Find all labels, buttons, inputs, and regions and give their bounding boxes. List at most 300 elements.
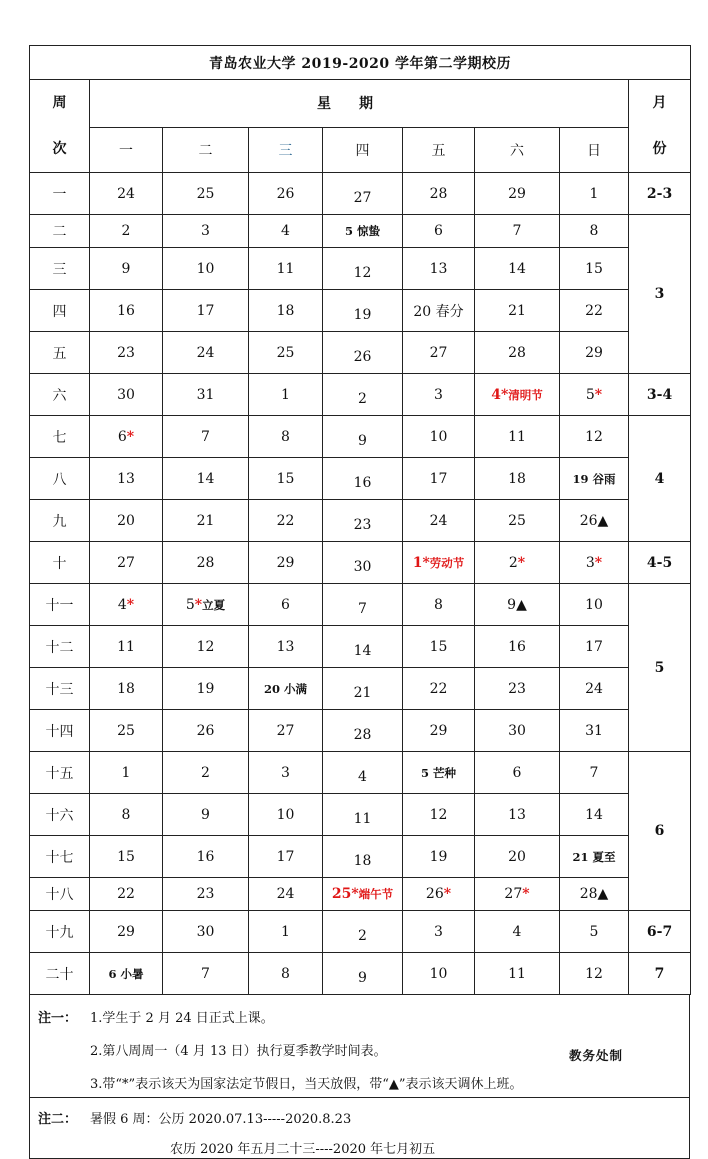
calendar-sheet: [29, 45, 690, 1159]
day-number: 8: [121, 806, 131, 823]
day-cell: [560, 416, 629, 458]
day-cell: [90, 836, 163, 878]
day-cell: [323, 542, 403, 584]
day-cell: [90, 911, 163, 953]
day-cell: [163, 416, 249, 458]
day-cell: [475, 878, 560, 911]
day-cell: [249, 710, 323, 752]
day-cell: [403, 878, 475, 911]
week-header-line1: 周: [52, 95, 67, 111]
day-cell: [403, 584, 475, 626]
week-row: [30, 374, 691, 416]
notes-section: [29, 995, 690, 1159]
day-number: 15: [276, 470, 295, 487]
day-number: 29: [117, 923, 135, 940]
day-number: 23: [353, 517, 372, 533]
day-cell: [323, 500, 403, 542]
month-label: 2-3: [629, 173, 691, 215]
day-number: 26: [276, 185, 295, 202]
week-row: [30, 173, 691, 215]
day-number: 5: [589, 923, 599, 940]
weekday-label: 日: [560, 127, 629, 173]
note-one-item-3: 3.带“*”表示该天为国家法定节假日，当天放假，带“▲”表示该天调休上班。: [90, 1077, 523, 1092]
day-cell: [249, 584, 323, 626]
note-one-label: 注一：: [38, 1011, 78, 1026]
day-number: 19 谷雨: [572, 471, 616, 486]
day-cell: [560, 710, 629, 752]
day-cell: [90, 953, 163, 995]
day-cell: [403, 374, 475, 416]
day-cell: [475, 953, 560, 995]
day-number: 16: [508, 638, 526, 655]
day-number: 3: [585, 554, 595, 571]
week-row: [30, 584, 691, 626]
day-number: 4: [281, 223, 290, 239]
day-cell: [323, 584, 403, 626]
day-number: 14: [508, 260, 526, 277]
day-cell: [249, 878, 323, 911]
day-cell: [323, 173, 403, 215]
day-number: 26: [425, 886, 444, 902]
day-number: 5 惊蛰: [344, 224, 380, 238]
month-label: 6-7: [629, 911, 691, 953]
day-cell: [249, 626, 323, 668]
day-number: 2: [121, 223, 131, 239]
week-row: [30, 878, 691, 911]
day-number: 6: [434, 223, 443, 239]
day-number: 19: [429, 848, 448, 865]
day-number: 12: [585, 428, 603, 445]
weekday-label: 三: [249, 127, 323, 173]
day-number: 7: [512, 223, 522, 239]
day-number: 18: [276, 302, 295, 319]
month-label: 3-4: [629, 374, 691, 416]
day-cell: [475, 374, 560, 416]
day-number: 6 小暑: [108, 966, 144, 981]
day-number: 17: [276, 848, 295, 865]
day-number: 24: [429, 512, 448, 529]
week-number: 十四: [30, 710, 90, 752]
day-number: 28▲: [579, 886, 609, 902]
note-two: [30, 1098, 689, 1158]
day-cell: [403, 542, 475, 584]
day-cell: [163, 953, 249, 995]
day-cell: [163, 173, 249, 215]
weekday-label: 一: [90, 127, 163, 173]
day-cell: [163, 458, 249, 500]
day-cell: [323, 248, 403, 290]
day-cell: [403, 911, 475, 953]
day-number: 11: [276, 260, 295, 277]
day-cell: [249, 416, 323, 458]
day-number: 19: [196, 680, 215, 697]
holiday-mark: *: [594, 554, 603, 571]
day-number: 23: [508, 680, 526, 697]
month-label: 3: [629, 215, 691, 374]
day-number: 2: [201, 764, 210, 781]
weekday-label: 六: [475, 127, 560, 173]
day-cell: [163, 332, 249, 374]
week-row: [30, 953, 691, 995]
day-cell: [249, 911, 323, 953]
day-cell: [249, 332, 323, 374]
week-number: 十七: [30, 836, 90, 878]
day-cell: [90, 458, 163, 500]
day-number: 8: [589, 223, 599, 239]
day-cell: [323, 626, 403, 668]
week-number: 五: [30, 332, 90, 374]
day-cell: [90, 248, 163, 290]
day-cell: [163, 500, 249, 542]
day-number: 16: [353, 475, 372, 491]
week-row: [30, 458, 691, 500]
day-cell: [560, 584, 629, 626]
day-number: 26: [196, 722, 215, 739]
day-cell: [249, 290, 323, 332]
day-number: 9: [121, 260, 131, 277]
day-number: 13: [429, 260, 448, 277]
day-cell: [323, 710, 403, 752]
day-cell: [90, 878, 163, 911]
day-number: 21: [196, 512, 215, 529]
week-row: [30, 248, 691, 290]
day-number: 16: [196, 848, 215, 865]
note-two-item-1: 暑假 6 周：公历 2020.07.13-----2020.8.23: [90, 1112, 352, 1127]
day-cell: [163, 878, 249, 911]
day-cell: [475, 173, 560, 215]
day-cell: [163, 668, 249, 710]
day-number: 13: [276, 638, 295, 655]
month-header-line2: 份: [652, 141, 667, 157]
day-cell: [475, 911, 560, 953]
day-cell: [560, 542, 629, 584]
day-cell: [90, 374, 163, 416]
day-number: 28: [353, 727, 372, 743]
day-number: 11: [353, 811, 372, 827]
day-cell: [560, 836, 629, 878]
day-number: 21: [353, 685, 372, 701]
day-cell: [163, 836, 249, 878]
day-number: 27: [504, 886, 523, 902]
day-number: 12: [429, 806, 448, 823]
day-number: 27: [276, 722, 295, 739]
calendar-table: [29, 45, 691, 995]
day-cell: [163, 911, 249, 953]
day-number: 28: [196, 554, 215, 571]
day-number: 28: [429, 185, 448, 202]
note-two-label: 注二：: [38, 1112, 78, 1127]
day-cell: [90, 542, 163, 584]
day-cell: [163, 542, 249, 584]
day-cell: [163, 794, 249, 836]
day-cell: [475, 626, 560, 668]
day-number: 14: [196, 470, 215, 487]
day-cell: [475, 290, 560, 332]
issuer-label: 教务处制: [569, 1048, 624, 1063]
day-cell: [90, 173, 163, 215]
day-number: 14: [585, 806, 603, 823]
day-number: 27: [429, 344, 448, 361]
day-number: 25: [276, 344, 295, 361]
day-cell: [249, 458, 323, 500]
day-number: 25: [196, 185, 215, 202]
day-number: 7: [201, 965, 210, 982]
day-cell: [560, 374, 629, 416]
holiday-name: 劳动节: [429, 555, 465, 570]
day-cell: [403, 290, 475, 332]
month-label: 5: [629, 584, 691, 752]
day-cell: [475, 215, 560, 248]
day-cell: [90, 416, 163, 458]
month-label: 4: [629, 416, 691, 542]
day-cell: [90, 710, 163, 752]
day-cell: [560, 794, 629, 836]
day-number: 5 芒种: [420, 765, 456, 780]
week-row: [30, 668, 691, 710]
day-cell: [163, 626, 249, 668]
day-number: 18: [508, 470, 526, 487]
day-number: 26: [353, 349, 372, 365]
day-cell: [90, 794, 163, 836]
day-number: 15: [429, 638, 448, 655]
week-number: 四: [30, 290, 90, 332]
day-cell: [323, 458, 403, 500]
day-number: 3: [281, 764, 290, 781]
day-cell: [560, 215, 629, 248]
note-two-item-2: 农历 2020 年五月二十三----2020 年七月初五: [170, 1142, 436, 1157]
day-number: 26▲: [579, 512, 609, 529]
holiday-name: 清明节: [508, 387, 543, 402]
day-cell: [249, 500, 323, 542]
day-cell: [475, 710, 560, 752]
day-number: 20: [508, 848, 526, 865]
week-row: [30, 752, 691, 794]
week-row: [30, 542, 691, 584]
day-cell: [323, 911, 403, 953]
day-cell: [249, 836, 323, 878]
week-number: 十五: [30, 752, 90, 794]
day-cell: [249, 374, 323, 416]
day-cell: [323, 215, 403, 248]
day-cell: [249, 215, 323, 248]
week-number: 十九: [30, 911, 90, 953]
week-number: 八: [30, 458, 90, 500]
day-number: 18: [353, 853, 372, 869]
day-cell: [403, 332, 475, 374]
holiday-mark: *: [194, 596, 203, 613]
day-cell: [163, 248, 249, 290]
day-number: 8: [281, 965, 290, 982]
day-number: 22: [429, 680, 448, 697]
day-number: 8: [434, 596, 443, 613]
day-cell: [90, 668, 163, 710]
day-number: 22: [585, 302, 603, 319]
day-number: 5: [585, 386, 595, 403]
day-cell: [403, 953, 475, 995]
day-number: 16: [117, 302, 135, 319]
day-cell: [560, 626, 629, 668]
solar-term: 立夏: [202, 597, 226, 612]
day-number: 12: [585, 965, 603, 982]
week-number: 二: [30, 215, 90, 248]
day-number: 1: [589, 185, 599, 202]
day-number: 15: [585, 260, 603, 277]
day-cell: [560, 953, 629, 995]
day-cell: [475, 752, 560, 794]
day-number: 22: [276, 512, 295, 529]
day-number: 1: [281, 386, 290, 403]
day-cell: [249, 752, 323, 794]
day-cell: [475, 584, 560, 626]
day-cell: [403, 710, 475, 752]
day-cell: [403, 416, 475, 458]
day-cell: [163, 290, 249, 332]
day-number: 25: [508, 512, 526, 529]
day-cell: [475, 248, 560, 290]
week-number: 十六: [30, 794, 90, 836]
day-cell: [403, 215, 475, 248]
page-title: 青岛农业大学 2019-2020 学年第二学期校历: [30, 46, 691, 80]
day-number: 4: [512, 923, 522, 940]
day-cell: [475, 794, 560, 836]
holiday-name: 端午节: [358, 887, 394, 901]
day-cell: [323, 878, 403, 911]
day-number: 12: [196, 638, 215, 655]
day-number: 30: [508, 722, 526, 739]
day-number: 31: [585, 722, 603, 739]
day-number: 11: [508, 965, 526, 982]
day-number: 23: [196, 886, 215, 902]
day-cell: [560, 878, 629, 911]
day-number: 21: [508, 302, 526, 319]
day-cell: [249, 668, 323, 710]
note-one-item-1: 1.学生于 2 月 24 日正式上课。: [90, 1011, 274, 1026]
holiday-mark: *: [126, 428, 135, 445]
week-number: 十三: [30, 668, 90, 710]
day-number: 12: [353, 265, 372, 281]
week-row: [30, 416, 691, 458]
day-number: 30: [117, 386, 135, 403]
day-cell: [560, 500, 629, 542]
week-number: 九: [30, 500, 90, 542]
day-number: 21 夏至: [572, 849, 616, 864]
day-cell: [249, 542, 323, 584]
day-cell: [403, 458, 475, 500]
week-number: 十八: [30, 878, 90, 911]
day-number: 10: [196, 260, 215, 277]
day-number: 29: [429, 722, 448, 739]
day-number: 7: [201, 428, 210, 445]
week-number: 六: [30, 374, 90, 416]
day-cell: [90, 215, 163, 248]
day-cell: [475, 500, 560, 542]
week-row: [30, 500, 691, 542]
day-cell: [560, 173, 629, 215]
day-number: 27: [117, 554, 135, 571]
holiday-mark: *: [594, 386, 603, 403]
day-cell: [163, 374, 249, 416]
week-row: [30, 911, 691, 953]
day-cell: [403, 668, 475, 710]
month-header: [629, 80, 691, 173]
day-number: 3: [201, 223, 210, 239]
day-cell: [249, 953, 323, 995]
day-number: 22: [117, 886, 135, 902]
day-cell: [403, 794, 475, 836]
week-row: [30, 794, 691, 836]
day-cell: [475, 836, 560, 878]
day-number: 17: [429, 470, 448, 487]
day-cell: [90, 626, 163, 668]
day-cell: [249, 248, 323, 290]
day-cell: [323, 290, 403, 332]
weekday-label: 四: [323, 127, 403, 173]
day-number: 10: [429, 965, 448, 982]
day-cell: [90, 752, 163, 794]
day-number: 29: [276, 554, 295, 571]
day-number: 8: [281, 428, 290, 445]
week-row: [30, 332, 691, 374]
day-cell: [403, 248, 475, 290]
day-number: 25: [117, 722, 135, 739]
day-number: 6: [281, 596, 290, 613]
day-number: 6: [512, 764, 522, 781]
day-cell: [560, 911, 629, 953]
day-cell: [403, 500, 475, 542]
day-number: 23: [117, 344, 135, 361]
day-cell: [249, 173, 323, 215]
day-number: 24: [585, 680, 603, 697]
day-number: 13: [117, 470, 135, 487]
day-number: 9: [201, 806, 210, 823]
day-cell: [163, 752, 249, 794]
day-number: 19: [353, 307, 372, 323]
month-label: 6: [629, 752, 691, 911]
day-cell: [560, 458, 629, 500]
day-number: 1: [281, 923, 290, 940]
day-number: 4*: [491, 386, 509, 403]
day-cell: [475, 416, 560, 458]
day-number: 4: [117, 596, 127, 613]
day-number: 29: [508, 185, 526, 202]
day-number: 6: [117, 428, 127, 445]
day-cell: [90, 332, 163, 374]
week-number: 十一: [30, 584, 90, 626]
day-number: 9: [358, 970, 367, 986]
day-cell: [475, 332, 560, 374]
week-row: [30, 626, 691, 668]
week-header: [30, 80, 90, 173]
day-number: 15: [117, 848, 135, 865]
week-number: 三: [30, 248, 90, 290]
day-number: 9: [358, 433, 367, 449]
day-number: 7: [358, 601, 367, 617]
week-number: 一: [30, 173, 90, 215]
day-number: 29: [585, 344, 603, 361]
day-cell: [323, 752, 403, 794]
day-number: 10: [276, 806, 295, 823]
day-number: 9▲: [507, 596, 527, 613]
day-cell: [475, 668, 560, 710]
day-number: 30: [196, 923, 215, 940]
day-cell: [323, 668, 403, 710]
day-number: 2: [358, 928, 367, 944]
day-cell: [560, 248, 629, 290]
day-cell: [560, 668, 629, 710]
day-number: 10: [585, 596, 603, 613]
day-cell: [249, 794, 323, 836]
day-cell: [323, 794, 403, 836]
